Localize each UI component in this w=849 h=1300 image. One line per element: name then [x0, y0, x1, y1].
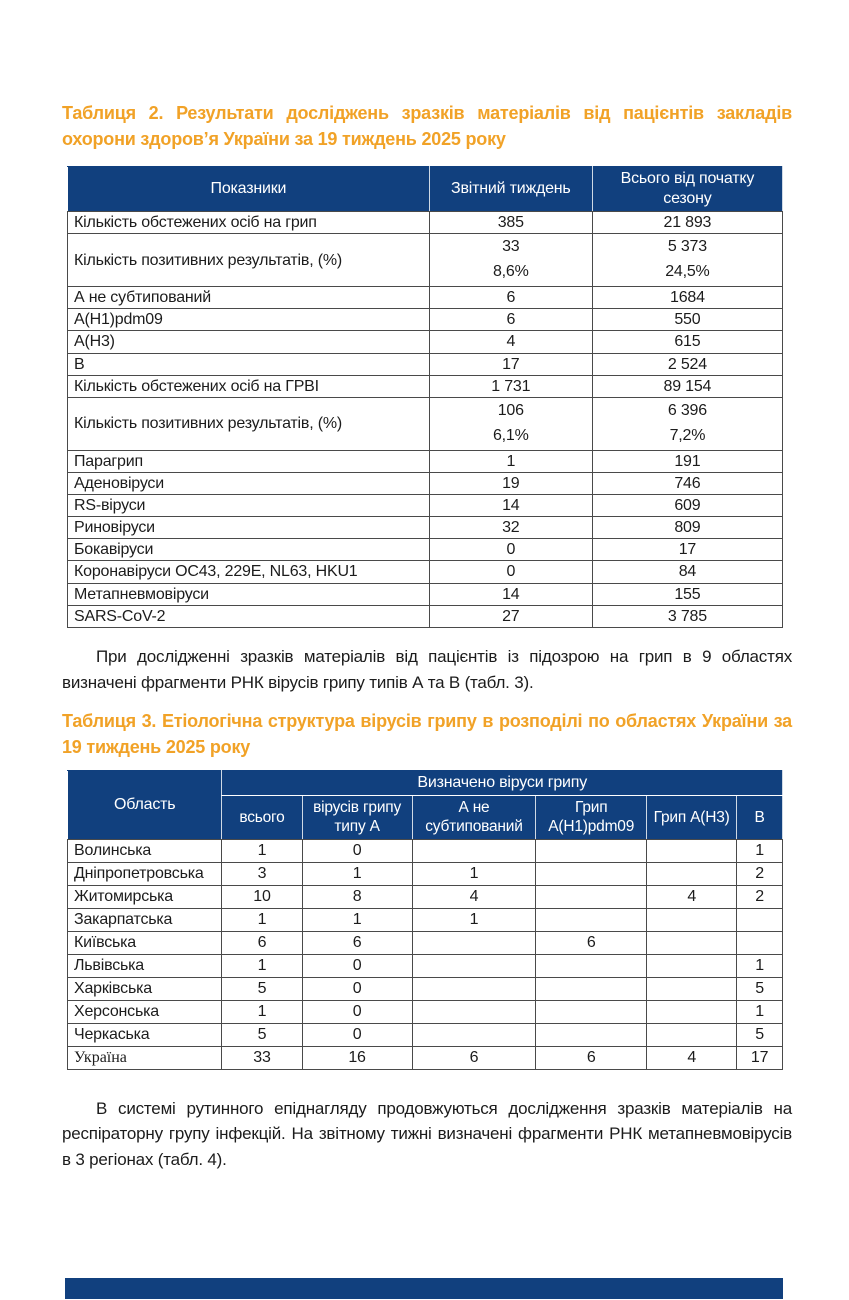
region-row	[68, 839, 783, 862]
season-percent: 24,5%	[665, 263, 710, 281]
table-row	[68, 286, 783, 308]
indicator-label: А не субтипований	[68, 286, 430, 308]
column-header-season-total: Всього від початку сезону	[592, 167, 782, 212]
indicator-label: Метапневмовіруси	[68, 583, 430, 605]
flu-etiology-table-body	[68, 839, 783, 1069]
table-row	[68, 353, 783, 375]
virus-count-value: 3	[222, 862, 302, 885]
column-header-h3: Грип A(H3)	[647, 795, 737, 839]
virus-count-value: 1	[737, 839, 783, 862]
virus-count-value	[536, 977, 647, 1000]
indicator-label: Бокавіруси	[68, 539, 430, 561]
virus-count-value: 1	[222, 908, 302, 931]
table-row	[68, 539, 783, 561]
table-row	[68, 472, 783, 494]
season-value: 550	[592, 309, 782, 331]
column-header-h1pdm09: Грип A(H1)pdm09	[536, 795, 647, 839]
virus-count-value: 1	[412, 862, 536, 885]
virus-count-value: 6	[412, 1046, 536, 1069]
season-value: 2 524	[592, 353, 782, 375]
region-row	[68, 862, 783, 885]
region-name: Херсонська	[68, 1000, 222, 1023]
indicator-label: A(H1)pdm09	[68, 309, 430, 331]
region-row	[68, 885, 783, 908]
virus-count-value	[536, 1000, 647, 1023]
week-value: 4	[429, 331, 592, 353]
column-header-a-unsubtyped: А не субтипований	[412, 795, 536, 839]
week-value: 6	[429, 286, 592, 308]
virus-count-value	[647, 839, 737, 862]
region-row	[68, 1023, 783, 1046]
virus-count-value: 10	[222, 885, 302, 908]
virus-count-value: 1	[302, 862, 412, 885]
virus-count-value: 0	[302, 977, 412, 1000]
week-value	[429, 397, 592, 450]
table-row	[68, 212, 783, 234]
virus-count-value	[647, 931, 737, 954]
column-header-total: всього	[222, 795, 302, 839]
region-name: Житомирська	[68, 885, 222, 908]
influenza-results-table	[67, 166, 783, 628]
indicator-label: В	[68, 353, 430, 375]
virus-count-value: 0	[302, 1023, 412, 1046]
virus-count-value: 0	[302, 1000, 412, 1023]
season-value: 17	[592, 539, 782, 561]
header-row-group	[68, 770, 783, 795]
virus-count-value	[647, 862, 737, 885]
season-value: 191	[592, 450, 782, 472]
indicator-label: SARS-CoV-2	[68, 605, 430, 627]
virus-count-value: 8	[302, 885, 412, 908]
virus-count-value: 1	[222, 1000, 302, 1023]
season-value	[592, 397, 782, 450]
week-value: 0	[429, 561, 592, 583]
region-name: Черкаська	[68, 1023, 222, 1046]
region-row	[68, 954, 783, 977]
flu-etiology-table-header	[68, 770, 783, 839]
season-value: 21 893	[592, 212, 782, 234]
table-row	[68, 494, 783, 516]
virus-count-value: 5	[737, 977, 783, 1000]
indicator-label: Коронавіруси OC43, 229E, NL63, HKU1	[68, 561, 430, 583]
week-percent: 8,6%	[492, 263, 529, 281]
column-header-report-week: Звітний тиждень	[429, 167, 592, 212]
page-content	[0, 100, 849, 1173]
indicator-label: RS-віруси	[68, 494, 430, 516]
virus-count-value	[412, 839, 536, 862]
indicator-label: Кількість обстежених осіб на грип	[68, 212, 430, 234]
region-name: Київська	[68, 931, 222, 954]
table4-header-bar	[65, 1278, 783, 1299]
virus-count-value: 1	[412, 908, 536, 931]
week-value: 32	[429, 517, 592, 539]
week-value: 14	[429, 494, 592, 516]
season-value: 809	[592, 517, 782, 539]
virus-count-value: 5	[222, 1023, 302, 1046]
virus-count-value: 1	[222, 954, 302, 977]
week-value: 1 731	[429, 375, 592, 397]
week-count: 106	[497, 401, 524, 419]
flu-etiology-by-region-table	[67, 770, 783, 1070]
table-row	[68, 331, 783, 353]
season-percent: 7,2%	[669, 426, 706, 444]
virus-count-value	[647, 908, 737, 931]
region-name: Закарпатська	[68, 908, 222, 931]
virus-count-value: 1	[737, 1000, 783, 1023]
region-name: Волинська	[68, 839, 222, 862]
virus-count-value: 1	[302, 908, 412, 931]
season-value: 615	[592, 331, 782, 353]
season-count: 6 396	[667, 401, 707, 419]
virus-count-value: 33	[222, 1046, 302, 1069]
paragraph-flu-regions: При дослідженні зразків матеріалів від пацієнтів із підозрою на грип в 9 областях визначені фрагменти РНК вірусів грипу типів А та В (табл. 3).	[62, 647, 792, 692]
paragraph-routine-surveillance: В системі рутинного епіднагляду продовжуються дослідження зразків матеріалів на респіраторну групу інфекцій. На звітному тижні визначені фрагменти РНК метапневмовірусів в 3 регіонах (табл. 4).	[62, 1098, 792, 1170]
week-value: 17	[429, 353, 592, 375]
table-row	[68, 375, 783, 397]
virus-count-value: 1	[222, 839, 302, 862]
table-row	[68, 397, 783, 450]
region-row	[68, 931, 783, 954]
virus-count-value	[737, 931, 783, 954]
virus-count-value	[536, 1023, 647, 1046]
virus-count-value: 6	[536, 931, 647, 954]
season-value: 1684	[592, 286, 782, 308]
week-value: 19	[429, 472, 592, 494]
week-value: 14	[429, 583, 592, 605]
virus-count-value: 4	[647, 885, 737, 908]
indicator-label: A(H3)	[68, 331, 430, 353]
table-row	[68, 605, 783, 627]
indicator-label: Риновіруси	[68, 517, 430, 539]
virus-count-value	[647, 1000, 737, 1023]
column-header-region: Область	[68, 770, 222, 839]
virus-count-value	[412, 954, 536, 977]
week-value: 385	[429, 212, 592, 234]
table-row	[68, 517, 783, 539]
influenza-results-table-body	[68, 212, 783, 628]
virus-count-value: 2	[737, 885, 783, 908]
season-value: 89 154	[592, 375, 782, 397]
total-row-ukraine	[68, 1046, 783, 1069]
table-row	[68, 309, 783, 331]
virus-count-value: 4	[412, 885, 536, 908]
table-row	[68, 450, 783, 472]
column-header-type-a: вірусів грипу типу А	[302, 795, 412, 839]
table-row	[68, 234, 783, 287]
virus-count-value	[536, 839, 647, 862]
season-value: 609	[592, 494, 782, 516]
week-value: 6	[429, 309, 592, 331]
table-row	[68, 561, 783, 583]
virus-count-value: 17	[737, 1046, 783, 1069]
header-row	[68, 167, 783, 212]
indicator-label: Кількість позитивних результатів, (%)	[68, 397, 430, 450]
column-header-b: В	[737, 795, 783, 839]
virus-count-value	[536, 908, 647, 931]
region-name: Дніпропетровська	[68, 862, 222, 885]
virus-count-value	[647, 954, 737, 977]
virus-count-value: 0	[302, 954, 412, 977]
virus-count-value: 16	[302, 1046, 412, 1069]
column-header-detected-viruses: Визначено віруси грипу	[222, 770, 783, 795]
indicator-label: Кількість обстежених осіб на ГРВІ	[68, 375, 430, 397]
virus-count-value: 4	[647, 1046, 737, 1069]
week-value: 0	[429, 539, 592, 561]
region-name: Харківська	[68, 977, 222, 1000]
region-row	[68, 1000, 783, 1023]
indicator-label: Парагрип	[68, 450, 430, 472]
season-value: 84	[592, 561, 782, 583]
influenza-results-table-header	[68, 167, 783, 212]
column-header-indicators: Показники	[68, 167, 430, 212]
virus-count-value	[412, 977, 536, 1000]
virus-count-value: 1	[737, 954, 783, 977]
virus-count-value	[536, 954, 647, 977]
virus-count-value	[412, 931, 536, 954]
virus-count-value: 0	[302, 839, 412, 862]
season-value: 155	[592, 583, 782, 605]
week-count: 33	[502, 238, 520, 256]
virus-count-value	[737, 908, 783, 931]
virus-count-value	[647, 977, 737, 1000]
region-row	[68, 977, 783, 1000]
virus-count-value	[412, 1000, 536, 1023]
season-value	[592, 234, 782, 287]
season-value: 3 785	[592, 605, 782, 627]
week-percent: 6,1%	[492, 426, 529, 444]
virus-count-value	[536, 862, 647, 885]
virus-count-value: 6	[536, 1046, 647, 1069]
indicator-label: Кількість позитивних результатів, (%)	[68, 234, 430, 287]
indicator-label: Аденовіруси	[68, 472, 430, 494]
virus-count-value: 6	[222, 931, 302, 954]
region-row	[68, 908, 783, 931]
virus-count-value: 2	[737, 862, 783, 885]
week-value: 27	[429, 605, 592, 627]
virus-count-value	[536, 885, 647, 908]
region-name: Львівська	[68, 954, 222, 977]
virus-count-value: 6	[302, 931, 412, 954]
virus-count-value	[647, 1023, 737, 1046]
virus-count-value: 5	[737, 1023, 783, 1046]
table2-title: Таблиця 2. Результати досліджень зразків матеріалів від пацієнтів закладів охорони здоров’я України за 19 тиждень 2025 року	[62, 103, 792, 150]
season-count: 5 373	[667, 238, 707, 256]
week-value	[429, 234, 592, 287]
season-value: 746	[592, 472, 782, 494]
virus-count-value: 5	[222, 977, 302, 1000]
table3-title: Таблиця 3. Етіологічна структура вірусів грипу в розподілі по областях України за 19 тиждень 2025 року	[62, 710, 792, 757]
week-value: 1	[429, 450, 592, 472]
virus-count-value	[412, 1023, 536, 1046]
table-row	[68, 583, 783, 605]
region-name: Україна	[68, 1046, 222, 1069]
